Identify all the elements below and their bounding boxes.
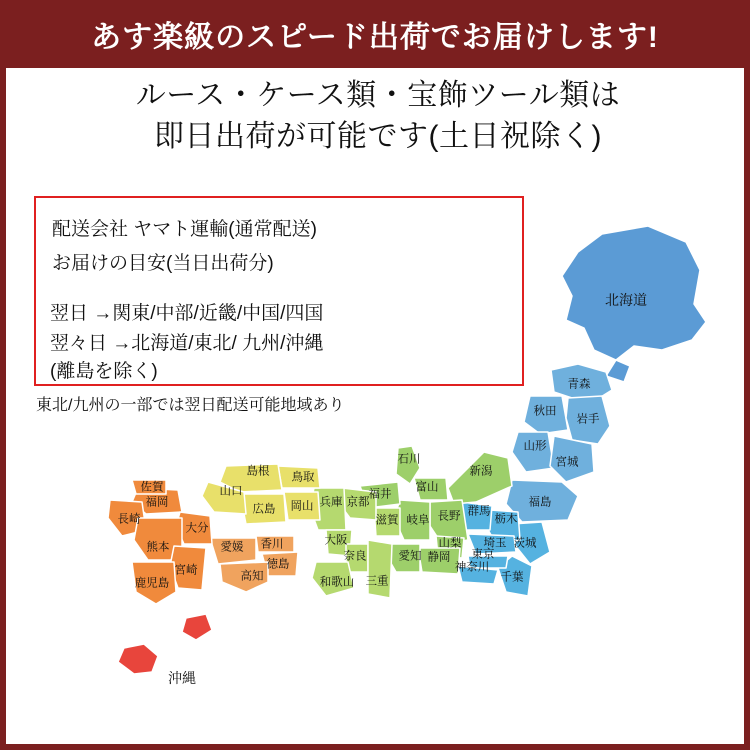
map-pref-label-nara: 奈良	[343, 550, 367, 563]
headline-line-2: 即日出荷が可能です(土日祝除く)	[154, 119, 602, 153]
next-day-line: 翌日 →関東/中部/近畿/中国/四国	[50, 303, 324, 324]
map-pref-label-miyagi: 宮城	[555, 456, 579, 469]
map-pref-label-hyogo: 兵庫	[319, 496, 343, 509]
map-pref-label-fukui: 福井	[368, 488, 392, 501]
map-pref-label-tokyo: 東京	[471, 548, 495, 561]
map-pref-label-kochi: 高知	[240, 570, 264, 583]
map-pref-label-miyazaki: 宮崎	[174, 564, 198, 577]
map-pref-label-nagasaki: 長崎	[117, 513, 141, 526]
map-pref-label-akita: 秋田	[533, 405, 557, 418]
map-region-label-okinawa: 沖縄	[168, 670, 196, 686]
header-banner	[0, 0, 750, 68]
map-pref-label-saitama: 埼玉	[483, 537, 507, 550]
japan-map	[6, 200, 750, 740]
map-pref-label-okayama: 岡山	[290, 500, 314, 513]
map-pref-label-tochigi: 栃木	[494, 513, 518, 526]
delivery-estimate-heading: お届けの目安(当日出荷分)	[52, 253, 274, 274]
map-pref-label-fukushima: 福島	[528, 496, 552, 509]
map-pref-label-fukuoka: 福岡	[145, 496, 169, 509]
map-region-okinawa-main	[118, 644, 158, 674]
map-region-mie	[365, 540, 392, 598]
map-region-label-hokkaido: 北海道	[605, 292, 647, 308]
map-pref-label-wakayama: 和歌山	[319, 576, 355, 589]
map-pref-label-ehime: 愛媛	[220, 541, 244, 554]
map-pref-label-kagoshima: 鹿児島	[134, 577, 170, 590]
map-pref-label-chiba: 千葉	[500, 571, 524, 584]
page-title	[6, 76, 750, 157]
map-pref-label-shiga: 滋賀	[375, 514, 399, 527]
map-pref-label-yamaguchi: 山口	[219, 485, 243, 498]
map-pref-label-kanagawa: 神奈川	[454, 561, 490, 574]
map-pref-label-yamanashi: 山梨	[438, 537, 462, 550]
map-pref-label-osaka: 大阪	[324, 534, 348, 547]
headline-line-1: ルース・ケース類・宝飾ツール類は	[135, 79, 621, 112]
carrier-line: 配送会社 ヤマト運輸(通常配送)	[52, 219, 317, 240]
map-pref-label-yamagata: 山形	[523, 440, 547, 453]
map-pref-label-nagano: 長野	[437, 510, 461, 523]
map-pref-label-aomori: 青森	[567, 378, 591, 391]
map-pref-label-ishikawa: 石川	[397, 453, 421, 466]
map-pref-label-niigata: 新潟	[469, 465, 493, 478]
map-pref-label-kagawa: 香川	[260, 538, 284, 551]
map-pref-label-tottori: 鳥取	[291, 471, 315, 484]
footnote: 東北/九州の一部では翌日配送可能地域あり	[36, 397, 345, 414]
map-pref-label-gifu: 岐阜	[406, 514, 430, 527]
map-region-niigata	[448, 452, 512, 504]
map-pref-label-hiroshima: 広島	[252, 503, 276, 516]
map-pref-label-iwate: 岩手	[576, 413, 600, 426]
map-pref-label-gunma: 群馬	[467, 505, 491, 518]
map-pref-label-saga: 佐賀	[140, 481, 164, 494]
map-region-hokkaido-tail	[606, 360, 630, 382]
map-pref-label-kumamoto: 熊本	[146, 541, 170, 554]
map-pref-label-aichi: 愛知	[398, 550, 422, 563]
two-day-line: 翌々日 →北海道/東北/ 九州/沖縄	[50, 333, 324, 354]
map-pref-label-shimane: 島根	[246, 465, 270, 478]
map-region-okinawa-north	[182, 614, 212, 640]
map-pref-label-toyama: 富山	[415, 481, 439, 494]
map-pref-label-ibaraki: 茨城	[513, 537, 537, 550]
map-pref-label-shizuoka: 静岡	[427, 551, 451, 564]
map-pref-label-oita: 大分	[185, 522, 209, 535]
map-pref-label-mie: 三重	[365, 575, 389, 588]
banner-text: あす楽級のスピード出荷でお届けします!	[91, 21, 659, 54]
islands-exclusion-line: (離島を除く)	[50, 361, 158, 382]
map-pref-label-tokushima: 徳島	[266, 558, 290, 571]
map-pref-label-kyoto: 京都	[346, 496, 370, 509]
